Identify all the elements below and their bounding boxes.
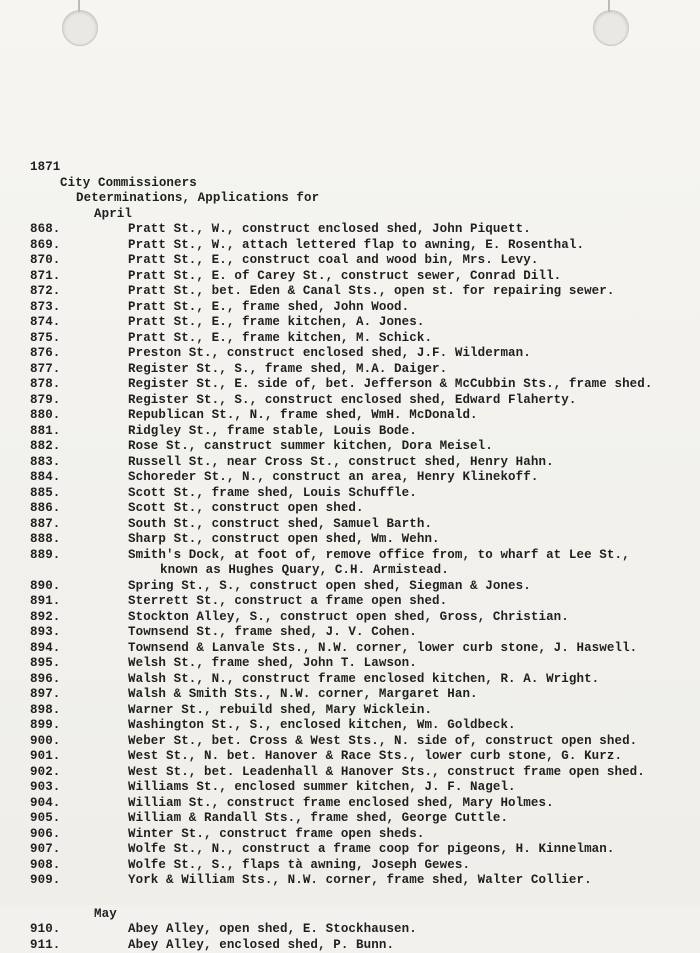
list-item [30, 703, 698, 719]
entry-number: 899. [30, 718, 128, 734]
pencil-mark-right [608, 0, 610, 12]
entry-number: 910. [30, 922, 128, 938]
list-item [30, 470, 698, 486]
entry-text: Register St., S., frame shed, M.A. Daiger. [128, 362, 698, 378]
entry-number: 876. [30, 346, 128, 362]
entry-text: Washington St., S., enclosed kitchen, Wm. Goldbeck. [128, 718, 698, 734]
list-item [30, 393, 698, 409]
list-item [30, 734, 698, 750]
entry-number: 881. [30, 424, 128, 440]
entry-text: Townsend St., frame shed, J. V. Cohen. [128, 625, 698, 641]
entry-text: Winter St., construct frame open sheds. [128, 827, 698, 843]
list-item [30, 594, 698, 610]
entry-number: 892. [30, 610, 128, 626]
entry-number: 886. [30, 501, 128, 517]
entry-number: 890. [30, 579, 128, 595]
entry-number: 904. [30, 796, 128, 812]
list-item [30, 501, 698, 517]
entry-number: 901. [30, 749, 128, 765]
list-item [30, 579, 698, 595]
entry-number: 911. [30, 938, 128, 953]
list-item [30, 455, 698, 471]
entry-continuation: known as Hughes Quary, C.H. Armistead. [30, 563, 698, 579]
entry-number: 872. [30, 284, 128, 300]
list-item [30, 532, 698, 548]
list-item [30, 672, 698, 688]
entry-text: Williams St., enclosed summer kitchen, J. F. Nagel. [128, 780, 698, 796]
list-item [30, 408, 698, 424]
list-item [30, 718, 698, 734]
list-item [30, 827, 698, 843]
entry-number: 880. [30, 408, 128, 424]
list-item [30, 362, 698, 378]
list-item [30, 300, 698, 316]
entry-text: Welsh St., frame shed, John T. Lawson. [128, 656, 698, 672]
list-item [30, 439, 698, 455]
entry-text: York & William Sts., N.W. corner, frame shed, Walter Collier. [128, 873, 698, 889]
entry-text: Pratt St., E., frame shed, John Wood. [128, 300, 698, 316]
entry-text: Ridgley St., frame stable, Louis Bode. [128, 424, 698, 440]
entry-text: Pratt St., bet. Eden & Canal Sts., open st. for repairing sewer. [128, 284, 698, 300]
document-body [30, 160, 698, 953]
pencil-mark-left [78, 0, 80, 12]
list-item [30, 656, 698, 672]
list-item [30, 269, 698, 285]
entry-number: 906. [30, 827, 128, 843]
entry-text: Townsend & Lanvale Sts., N.W. corner, lower curb stone, J. Haswell. [128, 641, 698, 657]
entry-number: 908. [30, 858, 128, 874]
entry-text: Pratt St., W., attach lettered flap to awning, E. Rosenthal. [128, 238, 698, 254]
list-item [30, 315, 698, 331]
list-item [30, 486, 698, 502]
entry-number: 898. [30, 703, 128, 719]
list-item [30, 424, 698, 440]
month-heading-may: May [94, 907, 698, 923]
list-item [30, 873, 698, 889]
entry-number: 889. [30, 548, 128, 564]
entry-text: West St., bet. Leadenhall & Hanover Sts., construct frame open shed. [128, 765, 698, 781]
entry-number: 871. [30, 269, 128, 285]
entry-text: South St., construct shed, Samuel Barth. [128, 517, 698, 533]
entry-text: Wolfe St., N., construct a frame coop for pigeons, H. Kinnelman. [128, 842, 698, 858]
entry-text: Pratt St., E. of Carey St., construct sewer, Conrad Dill. [128, 269, 698, 285]
entry-number: 879. [30, 393, 128, 409]
entry-text: Stockton Alley, S., construct open shed, Gross, Christian. [128, 610, 698, 626]
entry-number: 909. [30, 873, 128, 889]
list-item [30, 346, 698, 362]
entry-text: Scott St., construct open shed. [128, 501, 698, 517]
entry-text: Abey Alley, enclosed shed, P. Bunn. [128, 938, 698, 953]
entry-number: 885. [30, 486, 128, 502]
entry-number: 888. [30, 532, 128, 548]
list-item [30, 284, 698, 300]
entry-text: Walsh St., N., construct frame enclosed kitchen, R. A. Wright. [128, 672, 698, 688]
entry-text: Register St., S., construct enclosed shed, Edward Flaherty. [128, 393, 698, 409]
entry-number: 897. [30, 687, 128, 703]
entry-number: 878. [30, 377, 128, 393]
entry-text: Weber St., bet. Cross & West Sts., N. side of, construct open shed. [128, 734, 698, 750]
entry-number: 884. [30, 470, 128, 486]
list-item [30, 922, 698, 938]
list-item [30, 222, 698, 238]
entry-number: 875. [30, 331, 128, 347]
list-item [30, 749, 698, 765]
entry-number: 870. [30, 253, 128, 269]
list-item [30, 858, 698, 874]
entry-text: Smith's Dock, at foot of, remove office from, to wharf at Lee St., [128, 548, 698, 564]
entry-text: William St., construct frame enclosed shed, Mary Holmes. [128, 796, 698, 812]
entry-number: 877. [30, 362, 128, 378]
entry-text: Spring St., S., construct open shed, Siegman & Jones. [128, 579, 698, 595]
section-heading: City Commissioners [60, 176, 698, 192]
list-item [30, 842, 698, 858]
entry-text: Walsh & Smith Sts., N.W. corner, Margaret Han. [128, 687, 698, 703]
entry-number: 896. [30, 672, 128, 688]
list-item [30, 765, 698, 781]
entry-text: Warner St., rebuild shed, Mary Wicklein. [128, 703, 698, 719]
entry-number: 905. [30, 811, 128, 827]
entry-number: 895. [30, 656, 128, 672]
punch-hole-right [593, 10, 629, 46]
list-item [30, 377, 698, 393]
list-item [30, 331, 698, 347]
list-item [30, 517, 698, 533]
entry-text: West St., N. bet. Hanover & Race Sts., lower curb stone, G. Kurz. [128, 749, 698, 765]
entry-text: Sterrett St., construct a frame open shed. [128, 594, 698, 610]
entry-text: Register St., E. side of, bet. Jefferson & McCubbin Sts., frame shed. [128, 377, 698, 393]
list-item [30, 780, 698, 796]
entry-text: Scott St., frame shed, Louis Schuffle. [128, 486, 698, 502]
sub-heading: Determinations, Applications for [76, 191, 698, 207]
entry-number: 893. [30, 625, 128, 641]
entry-text: Preston St., construct enclosed shed, J.F. Wilderman. [128, 346, 698, 362]
entry-text: Republican St., N., frame shed, WmH. McDonald. [128, 408, 698, 424]
list-item [30, 625, 698, 641]
entry-list-april [30, 222, 698, 889]
entry-text: Sharp St., construct open shed, Wm. Wehn. [128, 532, 698, 548]
entry-number: 902. [30, 765, 128, 781]
list-item [30, 610, 698, 626]
entry-text: Pratt St., E., frame kitchen, A. Jones. [128, 315, 698, 331]
entry-text: Rose St., canstruct summer kitchen, Dora Meisel. [128, 439, 698, 455]
entry-number: 874. [30, 315, 128, 331]
list-item [30, 238, 698, 254]
entry-text: William & Randall Sts., frame shed, George Cuttle. [128, 811, 698, 827]
entry-number: 868. [30, 222, 128, 238]
entry-number: 882. [30, 439, 128, 455]
entry-text: Schoreder St., N., construct an area, Henry Klinekoff. [128, 470, 698, 486]
list-item [30, 811, 698, 827]
punch-hole-left [62, 10, 98, 46]
entry-number: 903. [30, 780, 128, 796]
list-item [30, 796, 698, 812]
entry-text: Abey Alley, open shed, E. Stockhausen. [128, 922, 698, 938]
month-heading-april: April [94, 207, 698, 223]
list-item [30, 641, 698, 657]
entry-text: Russell St., near Cross St., construct shed, Henry Hahn. [128, 455, 698, 471]
entry-number: 873. [30, 300, 128, 316]
entry-number: 900. [30, 734, 128, 750]
entry-number: 883. [30, 455, 128, 471]
entry-text: Pratt St., E., construct coal and wood bin, Mrs. Levy. [128, 253, 698, 269]
list-item [30, 548, 698, 564]
entry-text: Wolfe St., S., flaps tà awning, Joseph Gewes. [128, 858, 698, 874]
entry-number: 891. [30, 594, 128, 610]
entry-text: Pratt St., E., frame kitchen, M. Schick. [128, 331, 698, 347]
entry-number: 887. [30, 517, 128, 533]
list-item [30, 687, 698, 703]
entry-number: 894. [30, 641, 128, 657]
entry-number: 907. [30, 842, 128, 858]
entry-number: 869. [30, 238, 128, 254]
entry-text: Pratt St., W., construct enclosed shed, John Piquett. [128, 222, 698, 238]
entry-list-may [30, 922, 698, 953]
year-heading: 1871 [30, 160, 698, 176]
list-item [30, 938, 698, 953]
list-item [30, 253, 698, 269]
